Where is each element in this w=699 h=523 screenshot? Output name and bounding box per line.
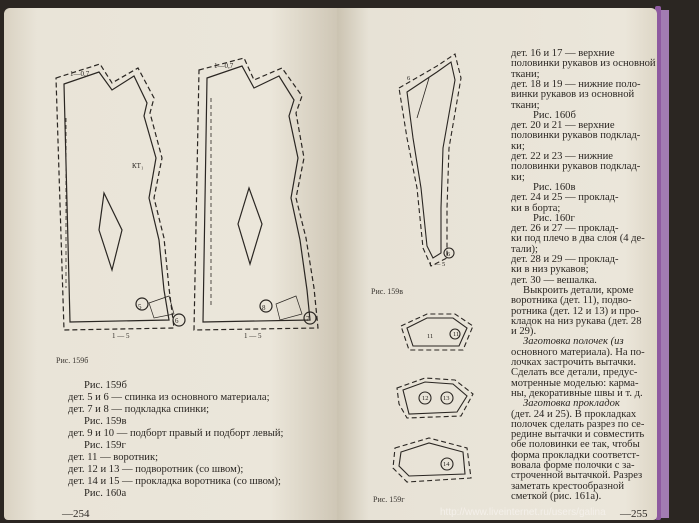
svg-text:1 — 5: 1 — 5	[429, 261, 446, 268]
page-number: —254	[62, 508, 90, 520]
text-line: дет. 24 и 25 — проклад-	[511, 192, 619, 204]
text-line: дет. 22 и 23 — нижние	[511, 151, 613, 162]
text-line: дет. 11 — воротник;	[68, 452, 159, 463]
text-line: ны, декоративные швы и т. д.	[511, 387, 643, 399]
right-page	[337, 8, 657, 520]
text-line: дет. 26 и 27 — проклад-	[511, 223, 619, 235]
text-line: Рис. 159г	[84, 440, 126, 451]
text-line: дет. 9 и 10 — подборт правый и подборт левый;	[68, 428, 284, 439]
page-number: —255	[620, 508, 648, 520]
text-line: ротника (дет. 12 и 13) и про-	[511, 305, 639, 317]
text-line: Заготовка полочек (из	[523, 336, 624, 348]
text-line: (дет. 24 и 25). В прокладках	[511, 408, 637, 420]
svg-text:5: 5	[138, 303, 142, 311]
text-line: дет. 14 и 15 — прокладка воротника (со швом);	[68, 476, 281, 487]
text-line: редине вытачки и совместить	[511, 429, 645, 441]
text-line: ки под плечо в два слоя (4 де-	[511, 233, 645, 245]
text-line: Выкроить детали, кроме	[523, 284, 634, 296]
svg-text:13: 13	[443, 395, 450, 402]
svg-text:1—0,7: 1—0,7	[70, 70, 90, 78]
text-line: ки в низ рукавов;	[511, 264, 589, 276]
text-line: воротника (дет. 11), подво-	[511, 295, 632, 307]
text-line: кладок на низ рукава (дет. 28	[511, 315, 642, 327]
text-line: сметкой (рис. 161а).	[511, 490, 602, 502]
watermark: http://www.liveinternet.ru/users/galina	[440, 507, 606, 518]
svg-text:12: 12	[422, 395, 429, 402]
text-line: ткани;	[511, 68, 540, 80]
text-line: винки рукавов из основной	[511, 89, 635, 101]
text-line: ткани;	[511, 99, 540, 111]
svg-text:6: 6	[175, 317, 179, 325]
book-edge-inner	[661, 10, 669, 518]
text-line: Заготовка прокладок	[523, 398, 620, 410]
text-line: обе половинки ее так, чтобы	[511, 439, 640, 451]
text-line: строченной вытачкой. Разрез	[511, 470, 643, 482]
back-pattern-diagram	[4, 8, 337, 348]
text-line: Рис. 159в	[84, 416, 127, 427]
text-line: Рис. 160а	[84, 488, 127, 499]
text-line: вовала форме полочки с за-	[511, 460, 635, 471]
text-line: дет. 5 и 6 — спинка из основного материала;	[68, 392, 270, 403]
svg-text:1 — 5: 1 — 5	[112, 332, 130, 340]
text-line: мотренные моделью: карма-	[511, 377, 639, 389]
left-page	[4, 8, 337, 520]
text-line: форма прокладки соответст-	[511, 449, 640, 461]
text-line: ки;	[511, 140, 525, 152]
svg-text:14: 14	[443, 461, 450, 468]
text-line: половинки рукавов из основной	[511, 58, 656, 70]
text-line: Рис. 160в	[533, 181, 576, 193]
text-line: половинки рукавов подклад-	[511, 161, 641, 173]
text-line: основного материала). На по-	[511, 346, 645, 358]
svg-text:7: 7	[306, 315, 310, 323]
text-line: и 29).	[511, 326, 537, 338]
text-line: Рис. 160г	[533, 212, 575, 224]
svg-text:6: 6	[407, 75, 411, 82]
figure-caption-159g: Рис. 159г	[373, 495, 405, 504]
text-line: Рис. 159б	[84, 380, 127, 391]
text-line: Сделать все детали, предус-	[511, 367, 638, 379]
figure-caption-159b: Рис. 159б	[56, 356, 89, 365]
text-line: дет. 7 и 8 — подкладка спинки;	[68, 404, 210, 415]
svg-text:1—0,7: 1—0,7	[214, 62, 234, 70]
text-line: ки;	[511, 171, 525, 183]
text-line: заметать крестообразной	[511, 480, 624, 492]
text-line: дет. 30 — вешалка.	[511, 274, 597, 286]
text-line: Рис. 160б	[533, 109, 576, 121]
sleeve-and-collar-diagram	[337, 8, 517, 498]
text-line: дет. 28 и 29 — проклад-	[511, 254, 619, 265]
svg-text:8: 8	[262, 304, 266, 312]
svg-text:6: 6	[447, 251, 451, 258]
text-line: лочках застрочить вытачки.	[511, 357, 636, 368]
svg-text:КТ₁: КТ₁	[132, 162, 144, 170]
text-line: дет. 16 и 17 — верхние	[511, 48, 615, 59]
svg-text:1 — 5: 1 — 5	[244, 332, 262, 340]
figure-caption-159v: Рис. 159в	[371, 287, 404, 296]
text-line: ки в борта;	[511, 202, 561, 214]
text-line: тали);	[511, 243, 538, 255]
svg-text:11: 11	[453, 331, 460, 338]
text-line: полочек сделать разрез по се-	[511, 418, 645, 430]
text-line: половинки рукавов подклад-	[511, 130, 641, 142]
text-line: дет. 12 и 13 — подворотник (со швом);	[68, 464, 244, 475]
svg-text:11: 11	[427, 333, 434, 340]
text-line: дет. 20 и 21 — верхние	[511, 120, 615, 132]
text-line: дет. 18 и 19 — нижние поло-	[511, 78, 641, 90]
